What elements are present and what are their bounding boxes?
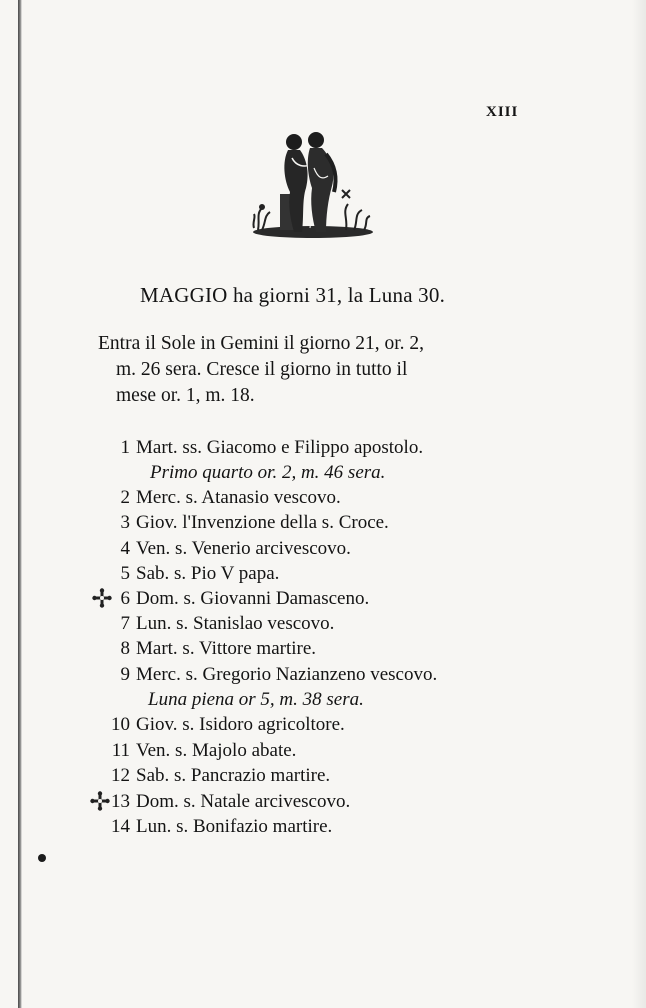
calendar-entry — [108, 740, 296, 762]
entry-text: Merc. s. Atanasio vescovo. — [136, 487, 341, 508]
entry-text: Ven. s. Majolo abate. — [136, 740, 297, 761]
day-number: 6 — [120, 588, 130, 609]
day-number: 3 — [120, 512, 130, 533]
calendar-entry — [108, 714, 345, 736]
calendar-entry — [108, 563, 279, 585]
day-number: 5 — [120, 563, 130, 584]
calendar-entry — [108, 765, 330, 787]
entry-text: Merc. s. Gregorio Nazianzeno vescovo. — [136, 664, 438, 685]
binding-gutter — [18, 0, 22, 1008]
entry-text: Dom. s. Giovanni Damasceno. — [136, 588, 370, 609]
intro-line: mese or. 1, m. 18. — [116, 385, 255, 406]
day-number: 12 — [111, 765, 130, 786]
day-number: 11 — [111, 740, 130, 761]
entry-text: Giov. l'Invenzione della s. Croce. — [136, 512, 389, 533]
ornamental-cross-icon — [90, 791, 110, 811]
moon-phase-note: Luna piena or 5, m. 38 sera. — [148, 689, 364, 710]
calendar-entry — [108, 638, 316, 660]
page-number: XIII — [486, 104, 519, 120]
entry-text: Sab. s. Pio V papa. — [136, 563, 280, 584]
day-number: 2 — [120, 487, 130, 508]
day-number: 4 — [120, 538, 130, 559]
day-number: 1 — [120, 437, 130, 458]
calendar-entry — [108, 588, 369, 610]
moon-phase-note: Primo quarto or. 2, m. 46 sera. — [150, 462, 386, 483]
calendar-entry — [108, 791, 350, 813]
calendar-entry — [108, 664, 437, 686]
day-number: 10 — [111, 714, 130, 735]
gemini-twins-vignette — [250, 128, 376, 240]
intro-line: Entra il Sole in Gemini il giorno 21, or. 2, — [98, 333, 425, 354]
day-number: 9 — [120, 664, 130, 685]
intro-line: m. 26 sera. Cresce il giorno in tutto il — [116, 359, 408, 380]
page-edge-shadow — [632, 0, 646, 1008]
entry-text: Sab. s. Pancrazio martire. — [136, 765, 331, 786]
calendar-entry — [108, 512, 389, 534]
calendar-entry — [108, 613, 334, 635]
calendar-entry — [108, 538, 351, 560]
entry-text: Dom. s. Natale arcivescovo. — [136, 791, 351, 812]
month-heading: MAGGIO ha giorni 31, la Luna 30. — [140, 283, 446, 307]
day-number: 14 — [111, 816, 130, 837]
ink-spot — [38, 854, 46, 862]
entry-text: Lun. s. Stanislao vescovo. — [136, 613, 335, 634]
month-intro-paragraph — [98, 331, 526, 409]
entry-text: Lun. s. Bonifazio martire. — [136, 816, 333, 837]
day-number: 8 — [120, 638, 130, 659]
calendar-entry — [108, 487, 341, 509]
calendar-entry — [108, 437, 423, 459]
day-number: 13 — [111, 791, 130, 812]
entry-text: Mart. s. Vittore martire. — [136, 638, 317, 659]
entry-text: Giov. s. Isidoro agricoltore. — [136, 714, 345, 735]
calendar-entry — [108, 816, 332, 838]
day-number: 7 — [120, 613, 130, 634]
entry-text: Ven. s. Venerio arcivescovo. — [136, 538, 351, 559]
entry-text: Mart. ss. Giacomo e Filippo apostolo. — [136, 437, 424, 458]
